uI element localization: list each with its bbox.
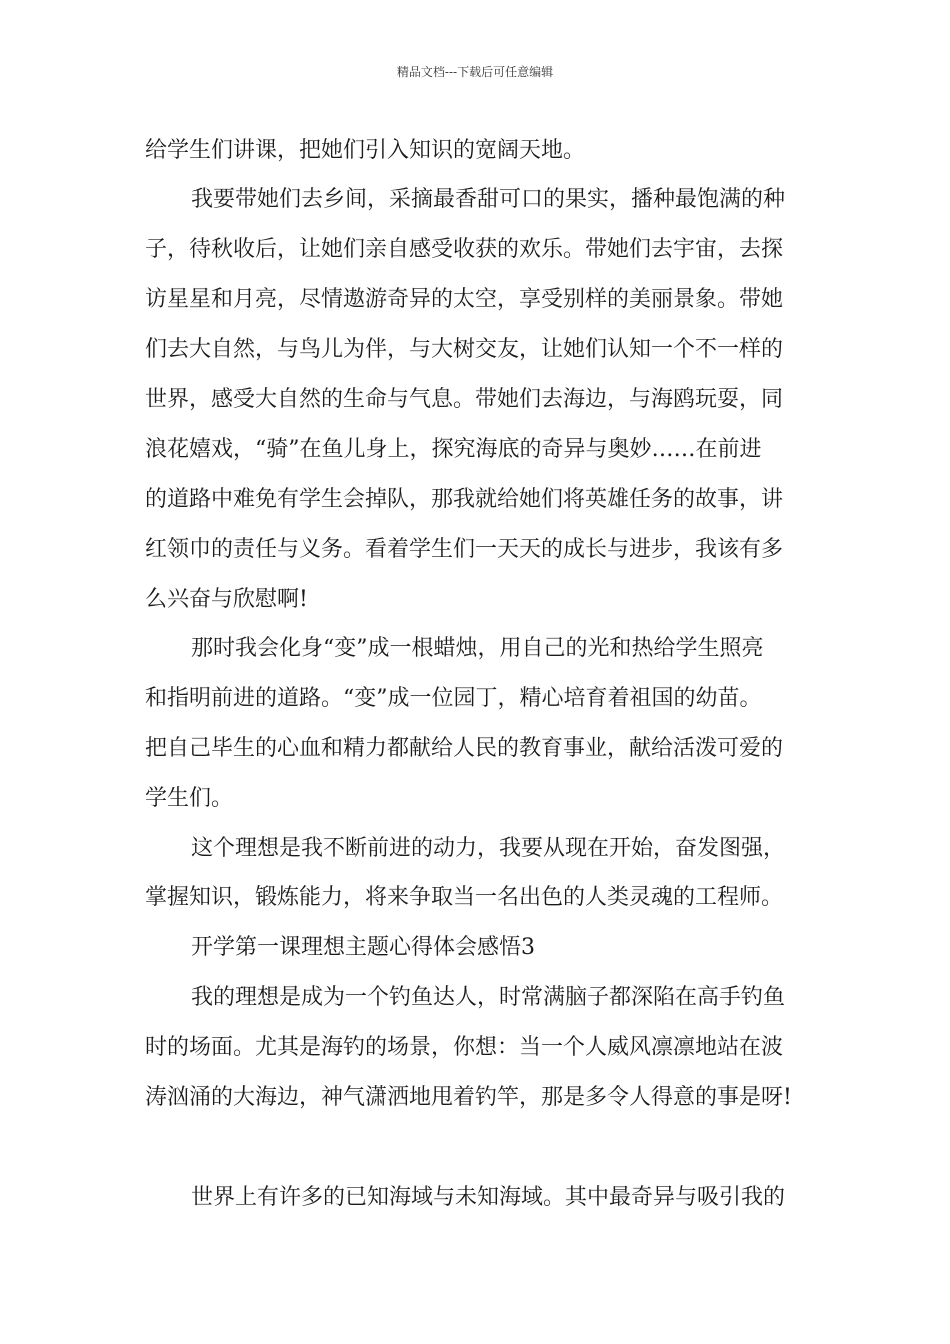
text-line: 我要带她们去乡间，采摘最香甜可口的果实，播种最饱满的种 — [191, 187, 786, 212]
text-line: 和指明前进的道路。“变”成一位园丁，精心培育着祖国的幼苗。 — [145, 686, 762, 711]
text-line: 我的理想是成为一个钓鱼达人，时常满脑子都深陷在高手钓鱼 — [191, 985, 786, 1010]
text-line: 这个理想是我不断前进的动力，我要从现在开始，奋发图强， — [191, 836, 786, 861]
text-line: 访星星和月亮，尽情遨游奇异的太空，享受别样的美丽景象。带她 — [145, 287, 784, 312]
page-header: 精品文档---下载后可任意编辑 — [396, 65, 554, 79]
text-line: 子，待秋收后，让她们亲自感受收获的欢乐。带她们去宇宙，去探 — [145, 237, 784, 262]
text-line: 红领巾的责任与义务。看着学生们一天天的成长与进步，我该有多 — [145, 537, 784, 562]
text-line: 涛汹涌的大海边，神气潇洒地甩着钓竿，那是多令人得意的事是呀! — [145, 1085, 792, 1110]
text-line: 的道路中难免有学生会掉队，那我就给她们将英雄任务的故事，讲 — [145, 487, 784, 512]
text-line: 时的场面。尤其是海钓的场景，你想：当一个人威风凛凛地站在波 — [145, 1035, 784, 1060]
text-line: 那时我会化身“变”成一根蜡烛，用自己的光和热给学生照亮 — [191, 636, 764, 661]
text-line: 们去大自然，与鸟儿为伴，与大树交友，让她们认知一个不一样的 — [145, 337, 784, 362]
text-line: 世界上有许多的已知海域与未知海域。其中最奇异与吸引我的 — [191, 1185, 786, 1210]
text-line: 学生们。 — [145, 786, 234, 811]
text-line: 给学生们讲课，把她们引入知识的宽阔天地。 — [145, 138, 586, 163]
section-title: 开学第一课理想主题心得体会感悟3 — [191, 935, 535, 960]
text-line: 么兴奋与欣慰啊! — [145, 587, 308, 612]
text-line: 掌握知识，锻炼能力，将来争取当一名出色的人类灵魂的工程师。 — [145, 885, 784, 910]
text-line: 把自己毕生的心血和精力都献给人民的教育事业，献给活泼可爱的 — [145, 736, 784, 761]
text-line: 世界，感受大自然的生命与气息。带她们去海边，与海鸥玩耍，同 — [145, 387, 784, 412]
text-line: 浪花嬉戏，“骑”在鱼儿身上，探究海底的奇异与奥妙……在前进 — [145, 437, 762, 462]
